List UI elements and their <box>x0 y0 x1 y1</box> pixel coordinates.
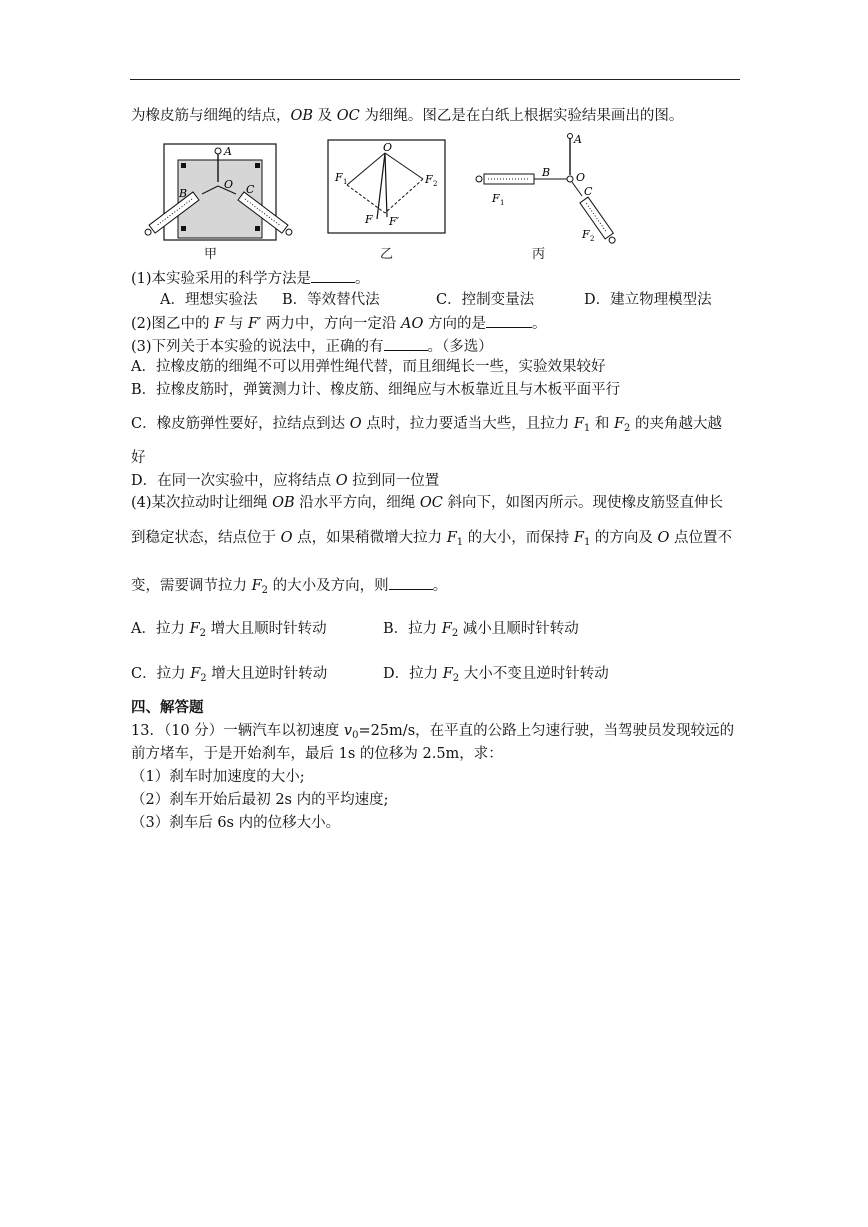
q3-option-c <box>131 415 722 433</box>
force-f <box>377 153 385 219</box>
parallelogram-side <box>385 179 423 213</box>
symbol-f: F <box>190 666 201 682</box>
q3-option-c-cont: 好 <box>131 450 146 466</box>
q4-line-3 <box>131 575 447 595</box>
label-oc: OC <box>336 108 360 124</box>
subscript: 2 <box>452 673 460 684</box>
answer-blank[interactable] <box>384 336 428 351</box>
label-o: O <box>383 141 393 154</box>
q13-subquestion-1: （1）刹车时加速度的大小; <box>131 769 305 785</box>
q2-text: 两力中，方向一定沿 <box>261 316 402 332</box>
q4-text: 的大小及方向，则 <box>268 578 389 594</box>
q4-text: D．拉力 <box>383 666 443 682</box>
q2-line <box>131 313 546 333</box>
subscript: 1 <box>583 423 591 434</box>
intro-text: 为橡皮筋与细绳的结点， <box>131 108 291 124</box>
q4-text: 的方向及 <box>590 530 658 546</box>
q4-text: (4)某次拉动时让细绳 <box>131 495 273 511</box>
label-o: O <box>576 171 586 184</box>
q1-stem-text: (1)本实验采用的科学方法是 <box>131 271 312 287</box>
label-f2: F <box>425 173 433 186</box>
symbol-f: F <box>573 416 584 432</box>
label-ob: OB <box>290 108 314 124</box>
label-f: F <box>365 213 373 226</box>
symbol-ao: AO <box>401 316 424 332</box>
q13-subquestion-3: （3）刹车后 6s 内的位移大小。 <box>131 815 341 831</box>
q3-stem <box>131 336 493 356</box>
q4-text: 大小不变且逆时针转动 <box>459 666 609 682</box>
symbol-f: F <box>189 621 200 637</box>
answer-blank[interactable] <box>389 575 433 590</box>
symbol-o: O <box>280 530 293 546</box>
label-f2-sub: 2 <box>590 235 595 243</box>
symbol-f: F <box>442 666 453 682</box>
answer-blank[interactable] <box>311 268 355 283</box>
answer-blank[interactable] <box>486 313 532 328</box>
q4-line-1 <box>131 494 723 512</box>
symbol-oc: OC <box>419 495 443 511</box>
q3-stem-end: 。（多选） <box>427 339 493 355</box>
symbol-f-prime: F′ <box>247 316 262 332</box>
q3-text: 拉到同一位置 <box>347 473 440 489</box>
subscript: 0 <box>352 730 359 741</box>
q13-line-2: 前方堵车，于是开始刹车，最后 1s 的位移为 2.5m，求： <box>131 746 503 762</box>
q1-stem-end: 。 <box>355 271 370 287</box>
q4-text: 到稳定状态，结点位于 <box>131 530 281 546</box>
q13-text: 13．（10 分）一辆汽车以初速度 <box>131 723 344 739</box>
figure-yi <box>327 139 447 235</box>
pin <box>255 163 260 168</box>
label-f1: F <box>492 192 500 205</box>
caption-yi: 乙 <box>380 247 394 262</box>
label-f1-sub: 1 <box>343 178 348 186</box>
q4-option-b <box>383 620 579 638</box>
force-f2 <box>385 153 423 179</box>
q3-option-b: B．拉橡皮筋时，弹簧测力计、橡皮筋、细绳应与木板靠近且与木板平面平行 <box>131 382 621 398</box>
q2-text: 方向的是 <box>423 316 486 332</box>
q1-option-c: C．控制变量法 <box>436 292 535 308</box>
q3-option-d <box>131 472 439 490</box>
symbol-o: O <box>657 530 670 546</box>
section-heading: 四、解答题 <box>131 699 204 716</box>
q1-option-a: A．理想实验法 <box>160 292 258 308</box>
spring-scale-f1 <box>476 174 540 184</box>
symbol-o: O <box>335 473 348 489</box>
q2-text: (2)图乙中的 <box>131 316 215 332</box>
intro-line <box>131 107 683 125</box>
point-o <box>567 176 573 182</box>
q3-text: C．橡皮筋弹性要好，拉结点到达 <box>131 416 350 432</box>
subscript: 1 <box>456 537 464 548</box>
q4-text: 增大且逆时针转动 <box>206 666 328 682</box>
symbol-f: F <box>214 316 225 332</box>
q2-text: 。 <box>531 316 547 332</box>
label-b: B <box>179 187 188 200</box>
string-oc <box>572 182 582 196</box>
label-f2: F <box>582 228 590 241</box>
q3-text: 点时，拉力要适当大些，且拉力 <box>361 416 574 432</box>
q3-option-a: A．拉橡皮筋的细绳不可以用弹性绳代替，而且细绳长一些，实验效果较好 <box>131 359 606 375</box>
q4-text: 减小且顺时针转动 <box>458 621 579 637</box>
force-f-prime <box>385 153 387 217</box>
q4-option-a <box>131 620 327 638</box>
q4-text: B．拉力 <box>383 621 442 637</box>
q4-text: 变，需要调节拉力 <box>131 578 252 594</box>
label-c: C <box>246 183 255 196</box>
label-f-prime: F′ <box>389 215 400 228</box>
subscript: 2 <box>451 628 459 639</box>
label-b: B <box>542 166 551 179</box>
symbol-f: F <box>573 530 584 546</box>
q4-text: 点，如果稍微增大拉力 <box>292 530 447 546</box>
q3-stem-text: (3)下列关于本实验的说法中，正确的有 <box>131 339 384 355</box>
subscript: 2 <box>261 585 269 596</box>
label-a: A <box>574 133 582 146</box>
subscript: 1 <box>583 537 591 548</box>
q13-line-1 <box>131 722 734 740</box>
intro-text: 为细绳。图乙是在白纸上根据实验结果画出的图。 <box>359 108 684 124</box>
symbol-f: F <box>613 416 625 432</box>
subscript: 2 <box>624 423 631 434</box>
force-f1 <box>347 153 385 185</box>
q4-text: 沿水平方向，细绳 <box>294 495 420 511</box>
q4-option-c <box>131 665 327 683</box>
symbol-f: F <box>441 621 452 637</box>
label-f2-sub: 2 <box>433 180 438 188</box>
q13-subquestion-2: （2）刹车开始后最初 2s 内的平均速度; <box>131 792 389 808</box>
header-rule <box>130 79 740 80</box>
caption-jia: 甲 <box>204 247 218 262</box>
symbol-ob: OB <box>272 495 295 511</box>
figure-bing <box>470 132 632 248</box>
q4-text: 增大且顺时针转动 <box>206 621 327 637</box>
q3-text: D．在同一次实验中，应将结点 <box>131 473 336 489</box>
symbol-o: O <box>349 416 362 432</box>
q4-text: A．拉力 <box>131 621 190 637</box>
symbol-v: v <box>343 723 353 739</box>
point-a <box>215 148 221 154</box>
q1-option-b: B．等效替代法 <box>282 292 380 308</box>
label-o: O <box>224 178 234 191</box>
q4-line-2 <box>131 529 732 547</box>
q3-text: 的夹角越大越 <box>630 416 723 432</box>
q4-text: 。 <box>432 578 448 594</box>
pin <box>255 226 260 231</box>
q1-stem <box>131 268 370 288</box>
symbol-f: F <box>446 530 457 546</box>
label-c: C <box>584 185 593 198</box>
q4-text: 点位置不 <box>669 530 733 546</box>
pin <box>181 163 186 168</box>
point-a <box>568 134 573 139</box>
q4-text: 的大小，而保持 <box>463 530 574 546</box>
q4-text: 斜向下，如图丙所示。现使橡皮筋竖直伸长 <box>442 495 724 511</box>
figure-jia <box>136 138 304 246</box>
label-f1: F <box>335 171 343 184</box>
q4-text: C．拉力 <box>131 666 191 682</box>
label-a: A <box>224 145 232 158</box>
q2-text: 与 <box>224 316 248 332</box>
intro-text: 及 <box>313 108 337 124</box>
subscript: 2 <box>199 628 207 639</box>
q1-option-d: D．建立物理模型法 <box>584 292 712 308</box>
label-f1-sub: 1 <box>500 199 505 207</box>
pin <box>181 226 186 231</box>
subscript: 2 <box>200 673 207 684</box>
q3-text: 和 <box>590 416 614 432</box>
q13-text: =25m/s，在平直的公路上匀速行驶，当驾驶员发现较远的 <box>358 723 735 739</box>
symbol-f: F <box>251 578 262 594</box>
caption-bing: 丙 <box>532 247 546 262</box>
q4-option-d <box>383 665 609 683</box>
